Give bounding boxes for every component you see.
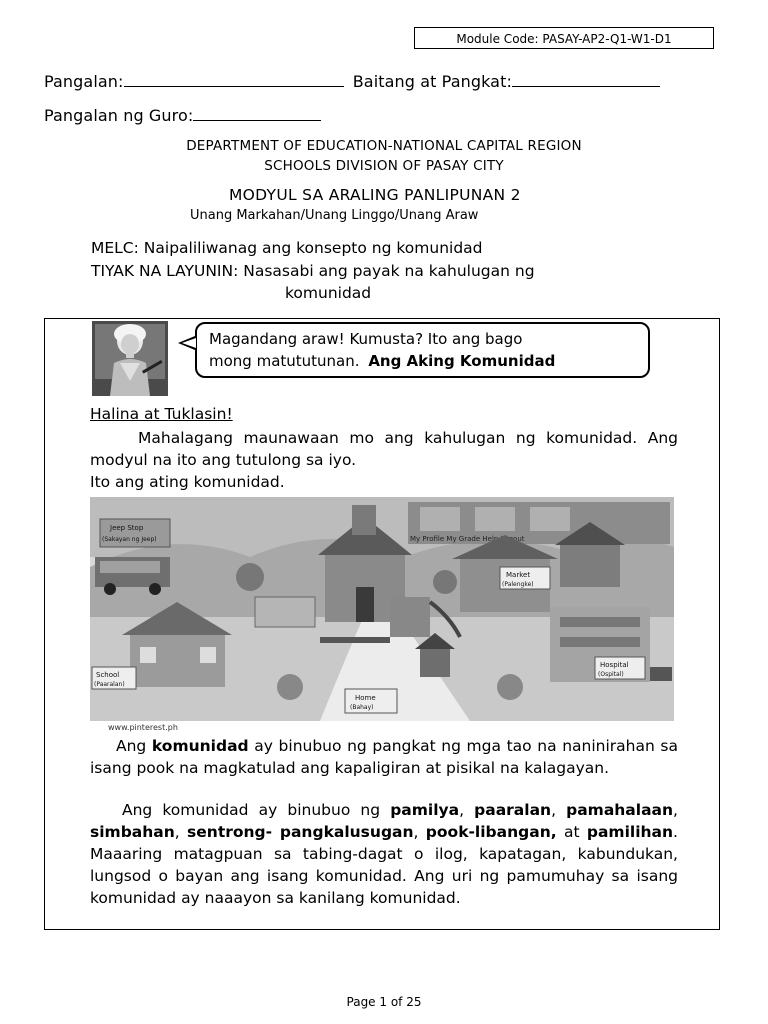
p1-b: ay binubuo ng pangkat ng mga tao na naninirahan sa isang pook na magkatulad ang kapaligiran at pisikal na kalagayan. <box>90 737 678 777</box>
p2-paaralan: paaralan <box>474 801 552 819</box>
p2-pook: pook-libangan, <box>425 823 557 841</box>
bubble-line2-bold: Ang Aking Komunidad <box>368 352 556 370</box>
paragraph-1 <box>90 735 678 779</box>
p2-simbahan: simbahan <box>90 823 175 841</box>
p2-b: Maaaring matagpuan sa tabing-dagat o ilog, kapatagan, kabundukan, lungsod o bayan ang isang komunidad. Ang uri ng pamumuhay sa isang komunidad ay naaayon sa kanilang komunidad. <box>90 845 678 907</box>
page-number: Page 1 of 25 <box>346 995 422 1009</box>
p2-a: Ang komunidad ay binubuo ng <box>122 801 381 819</box>
teacher-row <box>44 106 321 125</box>
grade-blank[interactable] <box>512 72 660 87</box>
intro-line-2: Ito ang ating komunidad. <box>90 473 285 491</box>
image-credit: www.pinterest.ph <box>108 723 178 732</box>
home-sub: (Bahay) <box>350 704 374 711</box>
teacher-blank[interactable] <box>193 106 321 121</box>
teacher-illustration <box>92 321 168 396</box>
hospital-label: Hospital <box>600 661 629 669</box>
speech-bubble <box>195 322 650 378</box>
p2-pamilya: pamilya <box>390 801 460 819</box>
dept-title: DEPARTMENT OF EDUCATION-NATIONAL CAPITAL REGION <box>186 138 582 154</box>
school-label: School <box>96 671 120 679</box>
module-code: Module Code: PASAY-AP2-Q1-W1-D1 <box>414 27 714 49</box>
bubble-tail-fill <box>182 338 196 348</box>
schedule: Unang Markahan/Unang Linggo/Unang Araw <box>190 208 479 223</box>
p2-pamahalaan: pamahalaan <box>566 801 674 819</box>
p1-a: Ang <box>116 737 147 755</box>
paragraph-2: Ang komunidad ay binubuo ng pamilya, paaralan, pamahalaan, simbahan, sentrong- pangkalusugan, pook-libangan, at pamilihan. Maaaring matagpuan sa tabing-dagat o ilog, kapatagan, kabundukan, lungsod o bayan ang isang komunidad. Ang uri ng pamumuhay sa isang komunidad ay naaayon sa kanilang komunidad. <box>90 801 678 907</box>
division-title: SCHOOLS DIVISION OF PASAY CITY <box>264 158 504 174</box>
name-label: Pangalan: <box>44 72 124 91</box>
melc-line <box>91 239 483 257</box>
hospital-sub: (Ospital) <box>598 671 624 678</box>
jeep-stop-label: Jeep Stop <box>110 524 144 532</box>
melc-text: Naipaliliwanag ang konsepto ng komunidad <box>143 239 483 257</box>
menu-label: My Profile My Grade Help Logout <box>410 535 525 543</box>
p2-at: at <box>563 823 580 841</box>
bubble-line1: Magandang araw! Kumusta? Ito ang bago <box>209 330 523 348</box>
school-sub: (Paaralan) <box>94 681 125 688</box>
objective-line <box>91 262 535 280</box>
community-illustration <box>90 497 674 732</box>
bubble-line2: mong matututunan. <box>209 352 360 370</box>
grade-label: Baitang at Pangkat: <box>352 72 512 91</box>
jeep-stop-sub: (Sakayan ng Jeep) <box>102 536 157 543</box>
name-row <box>44 72 660 91</box>
module-title: MODYUL SA ARALING PANLIPUNAN 2 <box>229 186 521 204</box>
market-label: Market <box>506 571 531 579</box>
intro-paragraph: Mahalagang maunawaan mo ang kahulugan ng komunidad. Ang modyul na ito ang tutulong sa iyo. <box>90 429 678 469</box>
objective-label: TIYAK NA LAYUNIN: <box>91 262 239 280</box>
objective-text-2: komunidad <box>285 284 372 302</box>
objective-text-1: Nasasabi ang payak na kahulugan ng <box>243 262 535 280</box>
p1-bold: komunidad <box>151 737 249 755</box>
p2-sentrong: sentrong- pangkalusugan <box>187 823 414 841</box>
lesson-heading: Halina at Tuklasin! <box>90 405 233 423</box>
home-label: Home <box>355 694 376 702</box>
name-blank[interactable] <box>124 72 344 87</box>
market-sub: (Palengke) <box>502 581 534 588</box>
bubble-line2-wrap <box>209 350 636 372</box>
p2-pamilihan: pamilihan <box>586 823 674 841</box>
melc-label: MELC: <box>91 239 139 257</box>
teacher-label: Pangalan ng Guro: <box>44 106 194 125</box>
